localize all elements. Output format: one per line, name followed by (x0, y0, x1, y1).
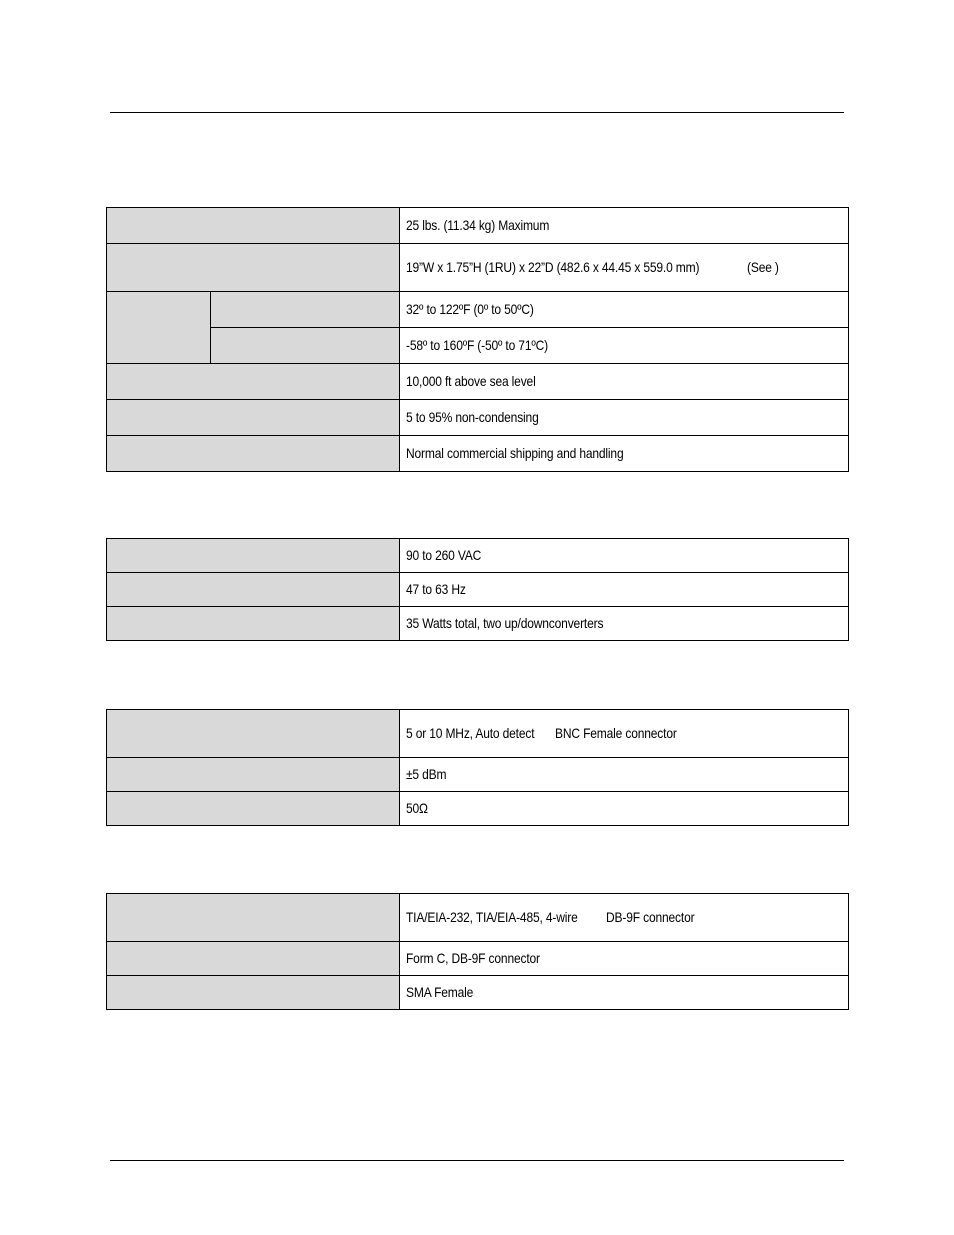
shock-value: Normal commercial shipping and handling (406, 445, 624, 461)
rf-value: SMA Female (406, 984, 474, 1000)
reference-level-value-cell (400, 758, 849, 792)
voltage-value: 90 to 260 VAC (406, 547, 482, 563)
header-rule (110, 112, 844, 113)
frequency-label-cell (107, 573, 400, 607)
temp-storage-value-cell (400, 328, 849, 364)
table-row (107, 976, 849, 1010)
table-row (107, 894, 849, 942)
reference-frequency-label-cell (107, 710, 400, 758)
reference-frequency-line2: BNC Female connector (555, 725, 678, 741)
serial-value-line2: DB-9F connector (605, 909, 694, 925)
dimensions-value-line2: (See ) (747, 259, 779, 275)
reference-impedance-label-cell (107, 792, 400, 826)
weight-value: 25 lbs. (11.34 kg) Maximum (406, 217, 550, 233)
reference-table (106, 709, 849, 826)
dimensions-label-cell (107, 244, 400, 292)
reference-impedance-value: 50Ω (406, 800, 428, 816)
consumption-label-cell (107, 607, 400, 641)
table-row (107, 244, 849, 292)
frequency-value: 47 to 63 Hz (406, 581, 466, 597)
environmental-table (106, 207, 849, 472)
table-row (107, 400, 849, 436)
temp-operating-value: 32º to 122ºF (0º to 50ºC) (406, 301, 534, 317)
footer-rule (110, 1160, 844, 1161)
humidity-value-cell (400, 400, 849, 436)
temp-operating-label-cell (211, 292, 400, 328)
shock-value-cell (400, 436, 849, 472)
weight-label-cell (107, 208, 400, 244)
table-row (107, 710, 849, 758)
altitude-label-cell (107, 364, 400, 400)
serial-label-cell (107, 894, 400, 942)
serial-value-line1: TIA/EIA-232, TIA/EIA-485, 4-wire (406, 909, 578, 925)
serial-value-cell (400, 894, 849, 942)
humidity-label-cell (107, 400, 400, 436)
table-row (107, 436, 849, 472)
table-row (107, 328, 849, 364)
humidity-value: 5 to 95% non-condensing (406, 409, 539, 425)
weight-value-cell (400, 208, 849, 244)
rf-label-cell (107, 976, 400, 1010)
shock-label-cell (107, 436, 400, 472)
reference-level-label-cell (107, 758, 400, 792)
voltage-value-cell (400, 539, 849, 573)
reference-frequency-line1: 5 or 10 MHz, Auto detect (406, 725, 535, 741)
dimensions-value-line1: 19”W x 1.75”H (1RU) x 22”D (482.6 x 44.45 x 559.0 mm) (406, 259, 700, 275)
temp-operating-value-cell (400, 292, 849, 328)
dimensions-value-cell (400, 244, 849, 292)
temp-storage-value: -58º to 160ºF (-50º to 71ºC) (406, 337, 548, 353)
rf-value-cell (400, 976, 849, 1010)
reference-level-value: ±5 dBm (406, 766, 447, 782)
table-row (107, 942, 849, 976)
altitude-value: 10,000 ft above sea level (406, 373, 536, 389)
table-row (107, 607, 849, 641)
table-row (107, 758, 849, 792)
table-row (107, 792, 849, 826)
voltage-label-cell (107, 539, 400, 573)
table-row (107, 539, 849, 573)
reference-frequency-value-cell (400, 710, 849, 758)
power-table (106, 538, 849, 641)
consumption-value: 35 Watts total, two up/downconverters (406, 615, 604, 631)
temp-storage-label-cell (211, 328, 400, 364)
interfaces-table (106, 893, 849, 1010)
temperature-label-cell (107, 292, 211, 364)
alarm-value: Form C, DB-9F connector (406, 950, 540, 966)
consumption-value-cell (400, 607, 849, 641)
table-row (107, 364, 849, 400)
alarm-label-cell (107, 942, 400, 976)
frequency-value-cell (400, 573, 849, 607)
reference-impedance-value-cell (400, 792, 849, 826)
altitude-value-cell (400, 364, 849, 400)
table-row (107, 573, 849, 607)
alarm-value-cell (400, 942, 849, 976)
table-row (107, 292, 849, 328)
table-row (107, 208, 849, 244)
